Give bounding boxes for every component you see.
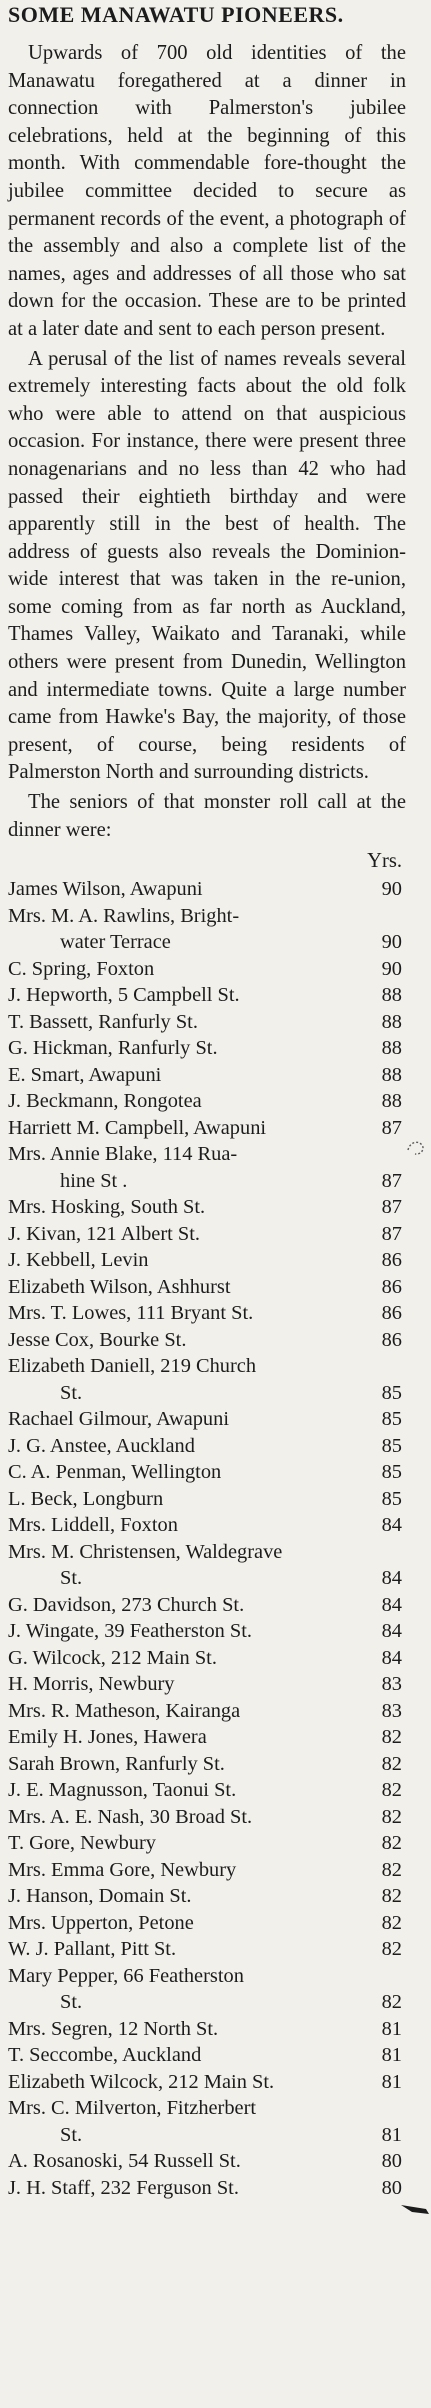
roll-entry-age: 81 (381, 2070, 402, 2093)
roll-entry-name: Jesse Cox, Bourke St. (8, 1328, 187, 1351)
roll-entry-age: 82 (381, 1832, 402, 1855)
roll-entry-address-continued: St. (60, 2123, 83, 2146)
roll-entry-age: 83 (381, 1699, 402, 1722)
roll-entry (8, 1698, 406, 1725)
roll-entry-age: 90 (381, 878, 402, 901)
roll-entry-age: 84 (381, 1567, 402, 1590)
roll-entry-name: Elizabeth Wilson, Ashhurst (8, 1275, 231, 1298)
roll-entry (8, 1777, 406, 1804)
roll-entry (8, 1088, 406, 1115)
roll-entry-name: E. Smart, Awapuni (8, 1063, 162, 1086)
roll-entry (8, 1883, 406, 1910)
roll-entry-age: 84 (381, 1620, 402, 1643)
roll-entry (8, 1486, 406, 1513)
roll-entry-age: 88 (381, 984, 402, 1007)
roll-entry (8, 1274, 406, 1301)
roll-entry-name: J. E. Magnusson, Taonui St. (8, 1779, 237, 1802)
roll-entry-name: Emily H. Jones, Hawera (8, 1726, 207, 1749)
roll-entry-name: G. Wilcock, 212 Main St. (8, 1646, 217, 1669)
roll-entry-name: Mrs. T. Lowes, 111 Bryant St. (8, 1302, 254, 1325)
roll-entry-name: Mrs. Hosking, South St. (8, 1196, 206, 1219)
years-column-label: Yrs. (367, 850, 402, 873)
roll-entry (8, 1035, 406, 1062)
roll-entry-name: Mrs. Liddell, Foxton (8, 1514, 178, 1537)
roll-entry (8, 903, 406, 956)
roll-entry-name: Mrs. Upperton, Petone (8, 1911, 194, 1934)
roll-entry-name: H. Morris, Newbury (8, 1673, 175, 1696)
roll-entry-name: J. H. Staff, 232 Ferguson St. (8, 2176, 239, 2199)
roll-entry-age: 81 (381, 2044, 402, 2067)
roll-entry-age: 84 (381, 1646, 402, 1669)
roll-entry-name: J. Hepworth, 5 Campbell St. (8, 984, 240, 1007)
roll-entry-age: 81 (381, 2123, 402, 2146)
roll-entry-address-continued: hine St . (60, 1169, 128, 1192)
roll-entry-age: 84 (381, 1593, 402, 1616)
roll-entry-name: Mrs. A. E. Nash, 30 Broad St. (8, 1805, 253, 1828)
roll-entry (8, 1327, 406, 1354)
roll-entry-age: 81 (381, 2017, 402, 2040)
article-paragraph: Upwards of 700 old identities of the Manawatu foregathered at a dinner in connection with Palmerston's jubilee celebrations, held at the beginning of this month. With commendable fore-thought the jubilee committee decided to secure as permanent records of the event, a photograph of the assembly and also a complete list of the names, ages and addresses of all those who sat down for the occasion. These are to be printed at a later date and sent to each person present. (8, 42, 406, 340)
article-paragraph: The seniors of that monster roll call at the dinner were: (8, 791, 406, 841)
roll-entry-name: C. Spring, Foxton (8, 957, 155, 980)
roll-entry (8, 2095, 406, 2148)
roll-entry (8, 1963, 406, 2016)
roll-entry (8, 1459, 406, 1486)
roll-entry-name: Mrs. Annie Blake, 114 Rua- (8, 1143, 238, 1166)
roll-entry (8, 1221, 406, 1248)
roll-entry (8, 1645, 406, 1672)
roll-entry (8, 2016, 406, 2043)
roll-entry-age: 90 (381, 931, 402, 954)
roll-entry-address-continued: water Terrace (60, 931, 171, 954)
roll-entry (8, 1062, 406, 1089)
roll-entry-name: Mary Pepper, 66 Featherston (8, 1964, 244, 1987)
roll-entry-age: 88 (381, 1063, 402, 1086)
ink-mark (400, 2200, 430, 2218)
roll-entry (8, 1751, 406, 1778)
article (8, 0, 406, 2201)
roll-entry-name: G. Hickman, Ranfurly St. (8, 1037, 218, 1060)
article-headline: SOME MANAWATU PIONEERS. (8, 2, 344, 27)
roll-entry-age: 82 (381, 1885, 402, 1908)
roll-entry (8, 1539, 406, 1592)
roll-entry-address-continued: St. (60, 1991, 83, 2014)
roll-entry-age: 84 (381, 1514, 402, 1537)
roll-entry (8, 876, 406, 903)
roll-entry (8, 956, 406, 983)
roll-entry-age: 82 (381, 1726, 402, 1749)
roll-entry (8, 2175, 406, 2202)
roll-entry-name: J. Kivan, 121 Albert St. (8, 1222, 201, 1245)
roll-entry (8, 1592, 406, 1619)
roll-entry-name: Elizabeth Wilcock, 212 Main St. (8, 2070, 275, 2093)
roll-entry-age: 82 (381, 1752, 402, 1775)
roll-entry (8, 1300, 406, 1327)
roll-entry-name: J. Beckmann, Rongotea (8, 1090, 202, 1113)
roll-entry (8, 1353, 406, 1406)
roll-entry-age: 87 (381, 1169, 402, 1192)
roll-entry (8, 1830, 406, 1857)
roll-entry-name: T. Seccombe, Auckland (8, 2044, 202, 2067)
roll-entry-name: Mrs. M. A. Rawlins, Bright- (8, 904, 240, 927)
roll-entry-age: 87 (381, 1196, 402, 1219)
roll-entry-name: Mrs. Emma Gore, Newbury (8, 1858, 237, 1881)
roll-entry-age: 85 (381, 1434, 402, 1457)
roll-entry-name: Elizabeth Daniell, 219 Church (8, 1355, 257, 1378)
roll-entry-age: 88 (381, 1090, 402, 1113)
roll-entry-age: 82 (381, 1858, 402, 1881)
roll-entry-address-continued: St. (60, 1567, 83, 1590)
roll-entry-name: Mrs. Segren, 12 North St. (8, 2017, 219, 2040)
roll-entry-age: 85 (381, 1461, 402, 1484)
roll-entry-age: 85 (381, 1381, 402, 1404)
roll-entry-age: 87 (381, 1222, 402, 1245)
roll-entry-age: 86 (381, 1302, 402, 1325)
roll-entry-name: J. Hanson, Domain St. (8, 1885, 192, 1908)
article-paragraph: A perusal of the list of names reveals several extremely interesting facts about the old folk who were able to attend on that auspicious occasion. For instance, there were present three nonagenarians and no less than 42 who had passed their eightieth birthday and were apparently still in the best of health. The address of guests also reveals the Dominion-wide interest that was taken in the re-union, some coming from as far north as Auckland, Thames Valley, Waikato and Taranaki, while others were present from Dunedin, Wellington and intermediate towns. Quite a large number came from Hawke's Bay, the majority, of those present, of course, being residents of Palmerston North and surrounding districts. (8, 347, 406, 784)
roll-entry (8, 1433, 406, 1460)
roll-entry-age: 87 (381, 1116, 402, 1139)
roll-entry (8, 2148, 406, 2175)
roll-entry-age: 80 (381, 2150, 402, 2173)
roll-entry (8, 1194, 406, 1221)
roll-entry-age: 80 (381, 2176, 402, 2199)
roll-entry-name: Mrs. C. Milverton, Fitzherbert (8, 2097, 257, 2120)
roll-entry-name: J. Kebbell, Levin (8, 1249, 149, 1272)
roll-entry (8, 2042, 406, 2069)
roll-call-list (8, 876, 406, 2201)
roll-entry-name: James Wilson, Awapuni (8, 878, 203, 901)
roll-entry-name: C. A. Penman, Wellington (8, 1461, 222, 1484)
ink-smudge (404, 1136, 428, 1160)
roll-entry-name: J. Wingate, 39 Featherston St. (8, 1620, 253, 1643)
roll-entry (8, 1724, 406, 1751)
roll-entry-name: Mrs. M. Christensen, Waldegrave (8, 1540, 283, 1563)
roll-entry (8, 1618, 406, 1645)
roll-entry (8, 1247, 406, 1274)
roll-entry (8, 1804, 406, 1831)
roll-entry-name: W. J. Pallant, Pitt St. (8, 1938, 177, 1961)
roll-entry (8, 1406, 406, 1433)
roll-entry-name: J. G. Anstee, Auckland (8, 1434, 195, 1457)
roll-entry-name: Sarah Brown, Ranfurly St. (8, 1752, 225, 1775)
roll-entry-name: T. Bassett, Ranfurly St. (8, 1010, 198, 1033)
roll-entry-name: G. Davidson, 273 Church St. (8, 1593, 245, 1616)
roll-entry (8, 1671, 406, 1698)
roll-entry-age: 86 (381, 1275, 402, 1298)
roll-entry (8, 1857, 406, 1884)
roll-entry (8, 1936, 406, 1963)
roll-entry-age: 85 (381, 1487, 402, 1510)
roll-entry (8, 1009, 406, 1036)
roll-entry-age: 88 (381, 1037, 402, 1060)
roll-entry (8, 1141, 406, 1194)
roll-entry (8, 2069, 406, 2096)
roll-header (8, 846, 406, 876)
roll-entry-name: L. Beck, Longburn (8, 1487, 164, 1510)
roll-entry-age: 82 (381, 1779, 402, 1802)
roll-entry (8, 982, 406, 1009)
roll-entry-age: 82 (381, 1911, 402, 1934)
roll-entry-address-continued: St. (60, 1381, 83, 1404)
roll-entry-age: 82 (381, 1938, 402, 1961)
roll-entry-age: 85 (381, 1408, 402, 1431)
roll-entry-name: Harriett M. Campbell, Awapuni (8, 1116, 267, 1139)
roll-entry-name: Mrs. R. Matheson, Kairanga (8, 1699, 241, 1722)
roll-entry-name: Rachael Gilmour, Awapuni (8, 1408, 229, 1431)
roll-entry-age: 82 (381, 1805, 402, 1828)
roll-entry-age: 90 (381, 957, 402, 980)
roll-entry-age: 82 (381, 1991, 402, 2014)
roll-entry (8, 1512, 406, 1539)
roll-entry-age: 86 (381, 1249, 402, 1272)
roll-entry (8, 1910, 406, 1937)
roll-entry-age: 88 (381, 1010, 402, 1033)
roll-entry (8, 1115, 406, 1142)
roll-entry-name: T. Gore, Newbury (8, 1832, 156, 1855)
roll-entry-age: 83 (381, 1673, 402, 1696)
roll-entry-name: A. Rosanoski, 54 Russell St. (8, 2150, 241, 2173)
roll-entry-age: 86 (381, 1328, 402, 1351)
